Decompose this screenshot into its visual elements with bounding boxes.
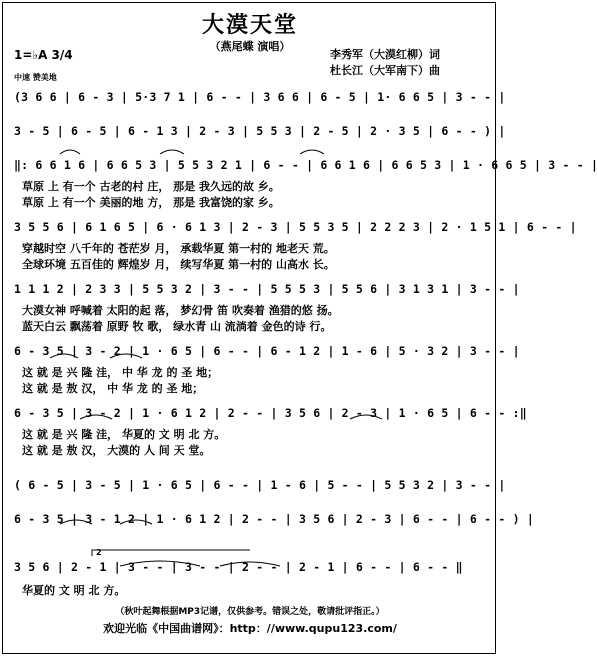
- tempo-marking: 中速 赞美地: [14, 73, 57, 82]
- lyric-line-verse-1: 穿越时空 八千年的 苍茫岁 月， 承载华夏 第一村的 地老天 荒。: [22, 242, 335, 255]
- notation-line: 3 - 5 | 6 - 5 | 6 - 1 3 | 2 - 3 | 5 5 3 | 2 - 5 | 2 · 3 5 | 6 - - ) |: [14, 124, 506, 138]
- notation-line: 3 5 5 6 | 6 1 6 5 | 6 · 6 1 3 | 2 - 3 | 5 5 3 5 | 2 2 2 3 | 2 · 1 5 1 | 6 - - |: [14, 220, 577, 234]
- slur-mark: [300, 150, 324, 154]
- notation-line: 6 - 3 5 | 3 - 2 | 1 · 6 1 2 | 2 - - | 3 5 6 | 2 - 3 | 1 · 6 5 | 6 - - :‖: [14, 406, 527, 420]
- lyric-line-verse-2: 这 就 是 敖 汉， 中 华 龙 的 圣 地；: [22, 382, 204, 395]
- notation-line: (3 6 6 | 6 - 3 | 5·3 7 1 | 6 - - | 3 6 6 | 6 - 5 | 1· 6 6 5 | 3 - - |: [14, 90, 506, 104]
- lyric-line-verse-1: 这 就 是 兴 隆 洼， 中 华 龙 的 圣 地；: [22, 366, 219, 379]
- lyric-line-verse-2: 草原 上 有一个 美丽的地 方， 那是 我富饶的家 乡。: [22, 196, 280, 209]
- lyric-line-verse-2: 蓝天白云 飘荡着 原野 牧 歌， 绿水青 山 流淌着 金色的诗 行。: [22, 320, 332, 333]
- lyric-line-verse-1: 这 就 是 兴 隆 洼， 华夏的 文 明 北 方。: [22, 428, 226, 441]
- notation-line: 6 - 3 5 | 3 - 1 2 | 1 · 6 1 2 | 2 - - | 3 5 6 | 2 - 3 | 6 - - | 6 - - ) |: [14, 512, 535, 526]
- volta-number: 2: [96, 548, 102, 557]
- lyricist-credit: 李秀军（大漠红柳）词: [330, 48, 440, 61]
- volta-bracket: [92, 550, 250, 556]
- notation-line: ( 6 - 5 | 3 - 5 | 1 · 6 5 | 6 - - | 1 - 6 | 5 - - | 5 5 3 2 | 3 - - |: [14, 478, 506, 492]
- composer-credit: 杜长江（大军南下）曲: [330, 64, 440, 77]
- notation-line: 1 1 1 2 | 2 3 3 | 5 5 3 2 | 3 - - | 5 5 5 3 | 5 5 6 | 3 1 3 1 | 3 - - |: [14, 282, 520, 296]
- lyric-line-verse-2: 全球环境 五百佳的 辉煌岁 月， 续写华夏 第一村的 山高水 长。: [22, 258, 335, 271]
- page-title: 大漠天堂: [201, 13, 298, 38]
- singer-credit: （燕尾蝶 演唱）: [209, 40, 291, 53]
- key-signature: 1=♭A 3/4: [14, 48, 73, 62]
- lyric-line-verse-1: 大漠女神 呼喊着 太阳的起 落， 梦幻骨 笛 吹奏着 渔猎的悠 扬。: [22, 304, 339, 317]
- notation-line: ‖: 6 6 1 6 | 6 6 5 3 | 5 5 3 2 1 | 6 - - | 6 6 1 6 | 6 6 5 3 | 1 · 6 6 5 | 3 - - |: [14, 158, 598, 172]
- notation-line: 6 - 3 5 | 3 - 2 | 1 · 6 5 | 6 - - | 6 - 1 2 | 1 - 6 | 5 · 3 2 | 3 - - |: [14, 344, 520, 358]
- transcription-note: （秋叶起舞根据MP3记谱，仅供参考。错误之处，敬请批评指正。）: [115, 607, 385, 617]
- slur-mark: [60, 150, 80, 154]
- lyric-line-final: 华夏的 文 明 北 方。: [22, 584, 126, 597]
- website-banner: 欢迎光临《中国曲谱网》：http：//www.qupu123.com/: [103, 622, 397, 635]
- notation-line: 3 5 6 | 2 - 1 | 3 - - | 3 - - | 2 - - | 2 - 1 | 6 - - | 6 - - ‖: [14, 560, 463, 574]
- lyric-line-verse-1: 草原 上 有一个 古老的村 庄， 那是 我久远的故 乡。: [22, 180, 280, 193]
- lyric-line-verse-2: 这 就 是 敖 汉， 大漠的 人 间 天 堂。: [22, 444, 211, 457]
- slur-mark: [160, 150, 184, 154]
